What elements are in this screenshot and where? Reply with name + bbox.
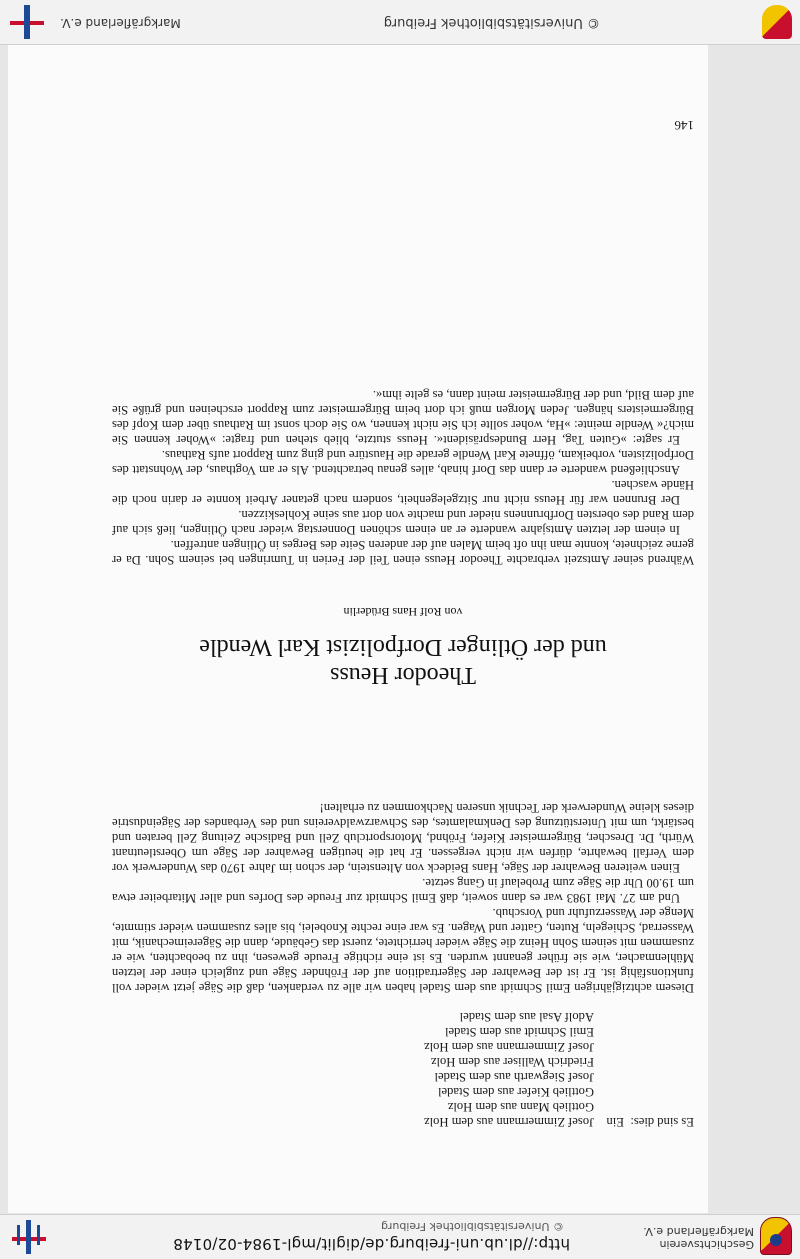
list-item-number: Ein (606, 1115, 624, 1129)
page-number: 146 (674, 118, 694, 133)
list-item-text: Gottlieb Mann aus dem Holz (447, 1100, 594, 1114)
paragraph: Während seiner Amtszeit verbrachte Theodor Heuss einen Teil der Ferien in Tumringen bei seinem Sohn. Da er gerne zeichnete, konnte man ihn oft beim Malen auf der anderen Seite des Berges in Ötlingen antreffen. (112, 538, 694, 567)
paragraph: Er sagte: »Guten Tag, Herr Bundespräsident«. Heuss stutzte, blieb stehen und fragte: »Woher kennen Sie mich?« Wendle meinte: »Ha, woher sollte ich Sie nicht kennen, wo Sie doch sonst im Rathaus über dem Kopf des Bürgermeisters hängen. Jeden Morgen muß ich dort beim Bürgermeister zum Rapport erscheinen und grüße Sie auf dem Bild, und der Bürgermeister meint dann, es gelte ihm«. (112, 388, 694, 447)
list-item-text: Josef Zimmermann aus dem Holz (424, 1115, 594, 1129)
society-line-1: Geschichtsverein (659, 1238, 754, 1251)
list-item-text: Josef Siegwarth aus dem Stadel (434, 1070, 594, 1084)
list-item-text: Josef Zimmermann aus dem Holz (424, 1040, 594, 1054)
worker-list (112, 1009, 694, 1129)
paragraph: Der Brunnen war für Heuss nicht nur Sitzgelegenheit, sondern nach getaner Arbeit konnte er darin noch die Hände waschen. (112, 478, 694, 507)
list-item (112, 1084, 694, 1099)
article-continuation (112, 800, 694, 995)
viewer-footer (0, 0, 800, 45)
paragraph: Einen weiteren Bewahrer der Säge, Hans Beideck von Altenstein, der schon im Jahre 1970 das Wunderwerk vor dem Verfall bewahrte, dürfen wir nicht vergessen. Er hat die heutigen Bewahrer der Säge um Oberstleutnant Würth, Dr. Drescher, Bürgermeister Kiefer, Fröhnd, Motorsportclub Zell und Badische Zeitung Zell beraten und bestärkt, um mit Unterstützung des Denkmalamtes, des Schwarzwaldvereins und des Verbandes der Sägeindustrie dieses kleine Wunderwerk der Technik unseren Nachkommen zu erhalten! (112, 801, 694, 875)
list-item-text: Gottlieb Kiefer aus dem Stadel (438, 1085, 594, 1099)
viewer-header (0, 1214, 800, 1259)
paragraph: Und am 27. Mai 1983 war es dann soweit, daß Emil Schmidt zur Freude des Dorfes und aller Mitarbeiter etwa um 19.00 Uhr die Säge zum Probelauf in Gang setzte. (112, 876, 694, 905)
list-item (112, 1114, 694, 1129)
society-name (643, 1225, 754, 1251)
list-item-text: Adolf Asal aus dem Stadel (459, 1010, 594, 1024)
list-item (112, 1039, 694, 1054)
list-item-text: Emil Schmidt aus dem Stadel (444, 1025, 594, 1039)
article-body (112, 387, 694, 567)
society-crest-icon (762, 5, 792, 39)
article-title-line-1: Theodor Heuss (330, 662, 476, 688)
list-item-text: Friedrich Walliser aus dem Holz (430, 1055, 594, 1069)
list-item (112, 1009, 694, 1024)
copyright-notice: © Universitätsbibliothek Freiburg (381, 1220, 564, 1233)
society-line-2: Markgräflerland e.V. (643, 1225, 754, 1238)
society-crest-icon (760, 1217, 792, 1255)
footer-society: Markgräflerland e.V. (60, 16, 181, 30)
list-item (112, 1024, 694, 1039)
article-title-line-2: und der Ötlinger Dorfpolizist Karl Wendle (199, 634, 607, 660)
list-item (112, 1069, 694, 1084)
list-item (112, 1054, 694, 1069)
university-logo-icon (12, 1220, 46, 1254)
article-byline: von Rolf Hans Brüderlin (343, 605, 463, 619)
paragraph: In einem der letzten Amtsjahre wanderte er an einem schönen Donnerstag wieder nach Ötlingen, ließ sich auf dem Rand des obersten Dorfbrunnens nieder und machte von dort aus seine Kohleskizzen. (112, 508, 694, 537)
scanned-page (8, 45, 708, 1213)
paragraph: Anschließend wanderte er dann das Dorf hinab, alles genau betrachtend. Als er am Vogthaus, der Wohnstatt des Dorfpolizisten, vorbeikam, öffnete Karl Wendle gerade die Haustüre und ging zum Rapport aufs Rathaus. (112, 448, 694, 477)
document-url-link[interactable]: http://dl.ub.uni-freiburg.de/diglit/mgl-1984-02/0148 (173, 1235, 570, 1253)
list-intro: Es sind dies: (630, 1115, 694, 1129)
footer-copyright: © Universitätsbibliothek Freiburg (383, 15, 600, 30)
list-item (112, 1099, 694, 1114)
paragraph: Diesem achtzigjährigen Emil Schmidt aus dem Stadel haben wir alle zu verdanken, daß die Säge jetzt wieder voll funktionsfähig ist. Er ist der Bewahrer der Sägertradition auf der Fröhnder Säge und zugleich einer der letzten Mühlenmacher, wie sie früher genannt wurden. Es ist eine richtige Freude gewesen, ihn zu beobachten, wie er zusammen mit seinem Sohn Heinz die Säge wieder herrichtete, zuerst das Gebäude, dann die Sägereimechanik, mit Wasserrad, Schiegeln, Ruten, Gatter und Wagen. Es war eine rechte Knobelei, bis alles zusammen wieder stimmte, Menge der Wasserzufuhr und Vorschub. (112, 906, 694, 995)
university-logo-icon (10, 5, 44, 39)
